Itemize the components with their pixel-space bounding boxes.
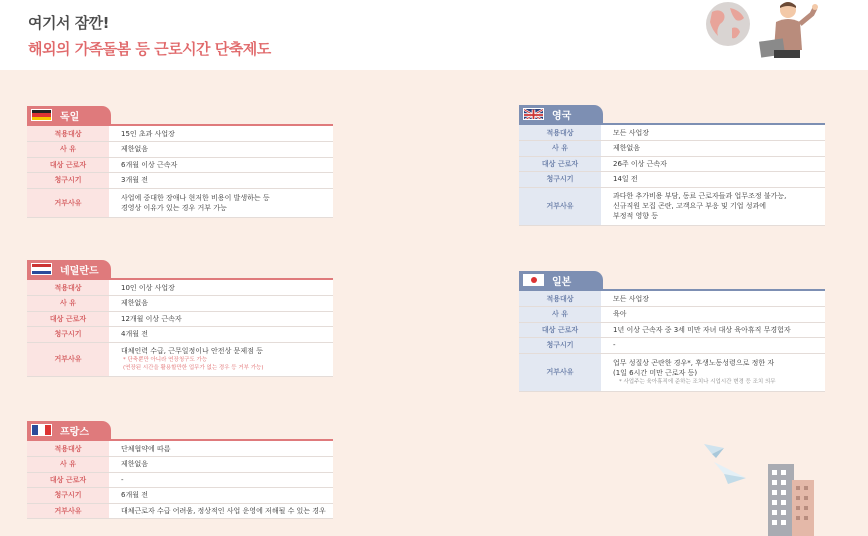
netherlands-tab (27, 260, 111, 278)
table-row: 사 유 제한없음 (27, 142, 333, 158)
table-row: 청구시기 14일 전 (519, 172, 825, 188)
table-row: 대상 근로자 - (27, 472, 333, 488)
uk-tab (519, 105, 603, 123)
japan-tab (519, 271, 603, 289)
table-row: 적용대상 단체협약에 따름 (27, 441, 333, 457)
netherlands-flag-icon (31, 263, 52, 275)
page-title: 해외의 가족돌봄 등 근로시간 단축제도 (28, 40, 271, 58)
table-row: 대상 근로자 6개월 이상 근속자 (27, 157, 333, 173)
table-row: 적용대상 15인 초과 사업장 (27, 126, 333, 142)
japan-table (519, 291, 825, 392)
netherlands-label: 네덜란드 (60, 265, 99, 277)
table-row: 거부사유 대체근로자 수급 어려움, 정상적인 사업 운영에 저해될 수 있는 경우 (27, 503, 333, 519)
france-table (27, 441, 333, 519)
table-row: 적용대상 모든 사업장 (519, 291, 825, 307)
table-row: 거부사유 과다한 추가비용 부담, 동료 근로자들과 업무조정 불가능, 신규직원 모집 곤란, 고객요구 부응 및 기업 성과에 부정적 영향 등 (519, 187, 825, 225)
france-flag-icon (31, 424, 52, 436)
table-row: 사 유 제한없음 (27, 296, 333, 312)
france-tab (27, 421, 111, 439)
globe-icon (706, 2, 750, 46)
header (0, 0, 868, 70)
table-row: 거부사유 대체인력 수급, 근무일정이나 안전상 문제점 등 * 단축뿐만 아니라 연장청구도 가능 (연장된 시간을 활용할만한 업무가 없는 경우 등 거부 가능) (27, 342, 333, 376)
table-row: 청구시기 3개월 전 (27, 173, 333, 189)
uk-flag-icon (523, 108, 544, 120)
table-row: 거부사유 사업에 중대한 장애나 현저한 비용이 발생하는 등 경영상 이유가 있는 경우 거부 가능 (27, 188, 333, 217)
table-row: 대상 근로자 1년 이상 근속자 중 3세 미만 자녀 대상 육아휴직 무경험자 (519, 322, 825, 338)
table-row: 청구시기 - (519, 338, 825, 354)
table-row: 사 유 제한없음 (27, 457, 333, 473)
uk-table (519, 125, 825, 226)
japan-label: 일본 (552, 276, 572, 288)
table-row: 사 유 제한없음 (519, 141, 825, 157)
uk-label: 영국 (552, 110, 572, 122)
table-row: 대상 근로자 12개월 이상 근속자 (27, 311, 333, 327)
france-label: 프랑스 (60, 426, 89, 438)
building-icon (764, 456, 818, 536)
germany-label: 독일 (60, 111, 80, 123)
germany-tab (27, 106, 111, 124)
netherlands-table (27, 280, 333, 377)
page-subtitle: 여기서 잠깐! (28, 14, 110, 32)
table-row: 청구시기 6개월 전 (27, 488, 333, 504)
table-row: 사 유 육아 (519, 307, 825, 323)
germany-table (27, 126, 333, 218)
table-row: 대상 근로자 26주 이상 근속자 (519, 156, 825, 172)
person-with-laptop-illustration (752, 0, 822, 64)
table-row: 적용대상 모든 사업장 (519, 125, 825, 141)
table-row: 적용대상 10인 이상 사업장 (27, 280, 333, 296)
paper-plane-icon (702, 440, 752, 490)
japan-flag-icon (523, 274, 544, 286)
germany-flag-icon (31, 109, 52, 121)
table-row: 거부사유 업무 성질상 곤란한 경우*, 후생노동성령으로 정한 자 (1일 6시간 미만 근로자 등) * 사업주는 육아휴직에 준하는 조치나 시업시간 변경 등 조치 의무 (519, 353, 825, 391)
table-row: 청구시기 4개월 전 (27, 327, 333, 343)
